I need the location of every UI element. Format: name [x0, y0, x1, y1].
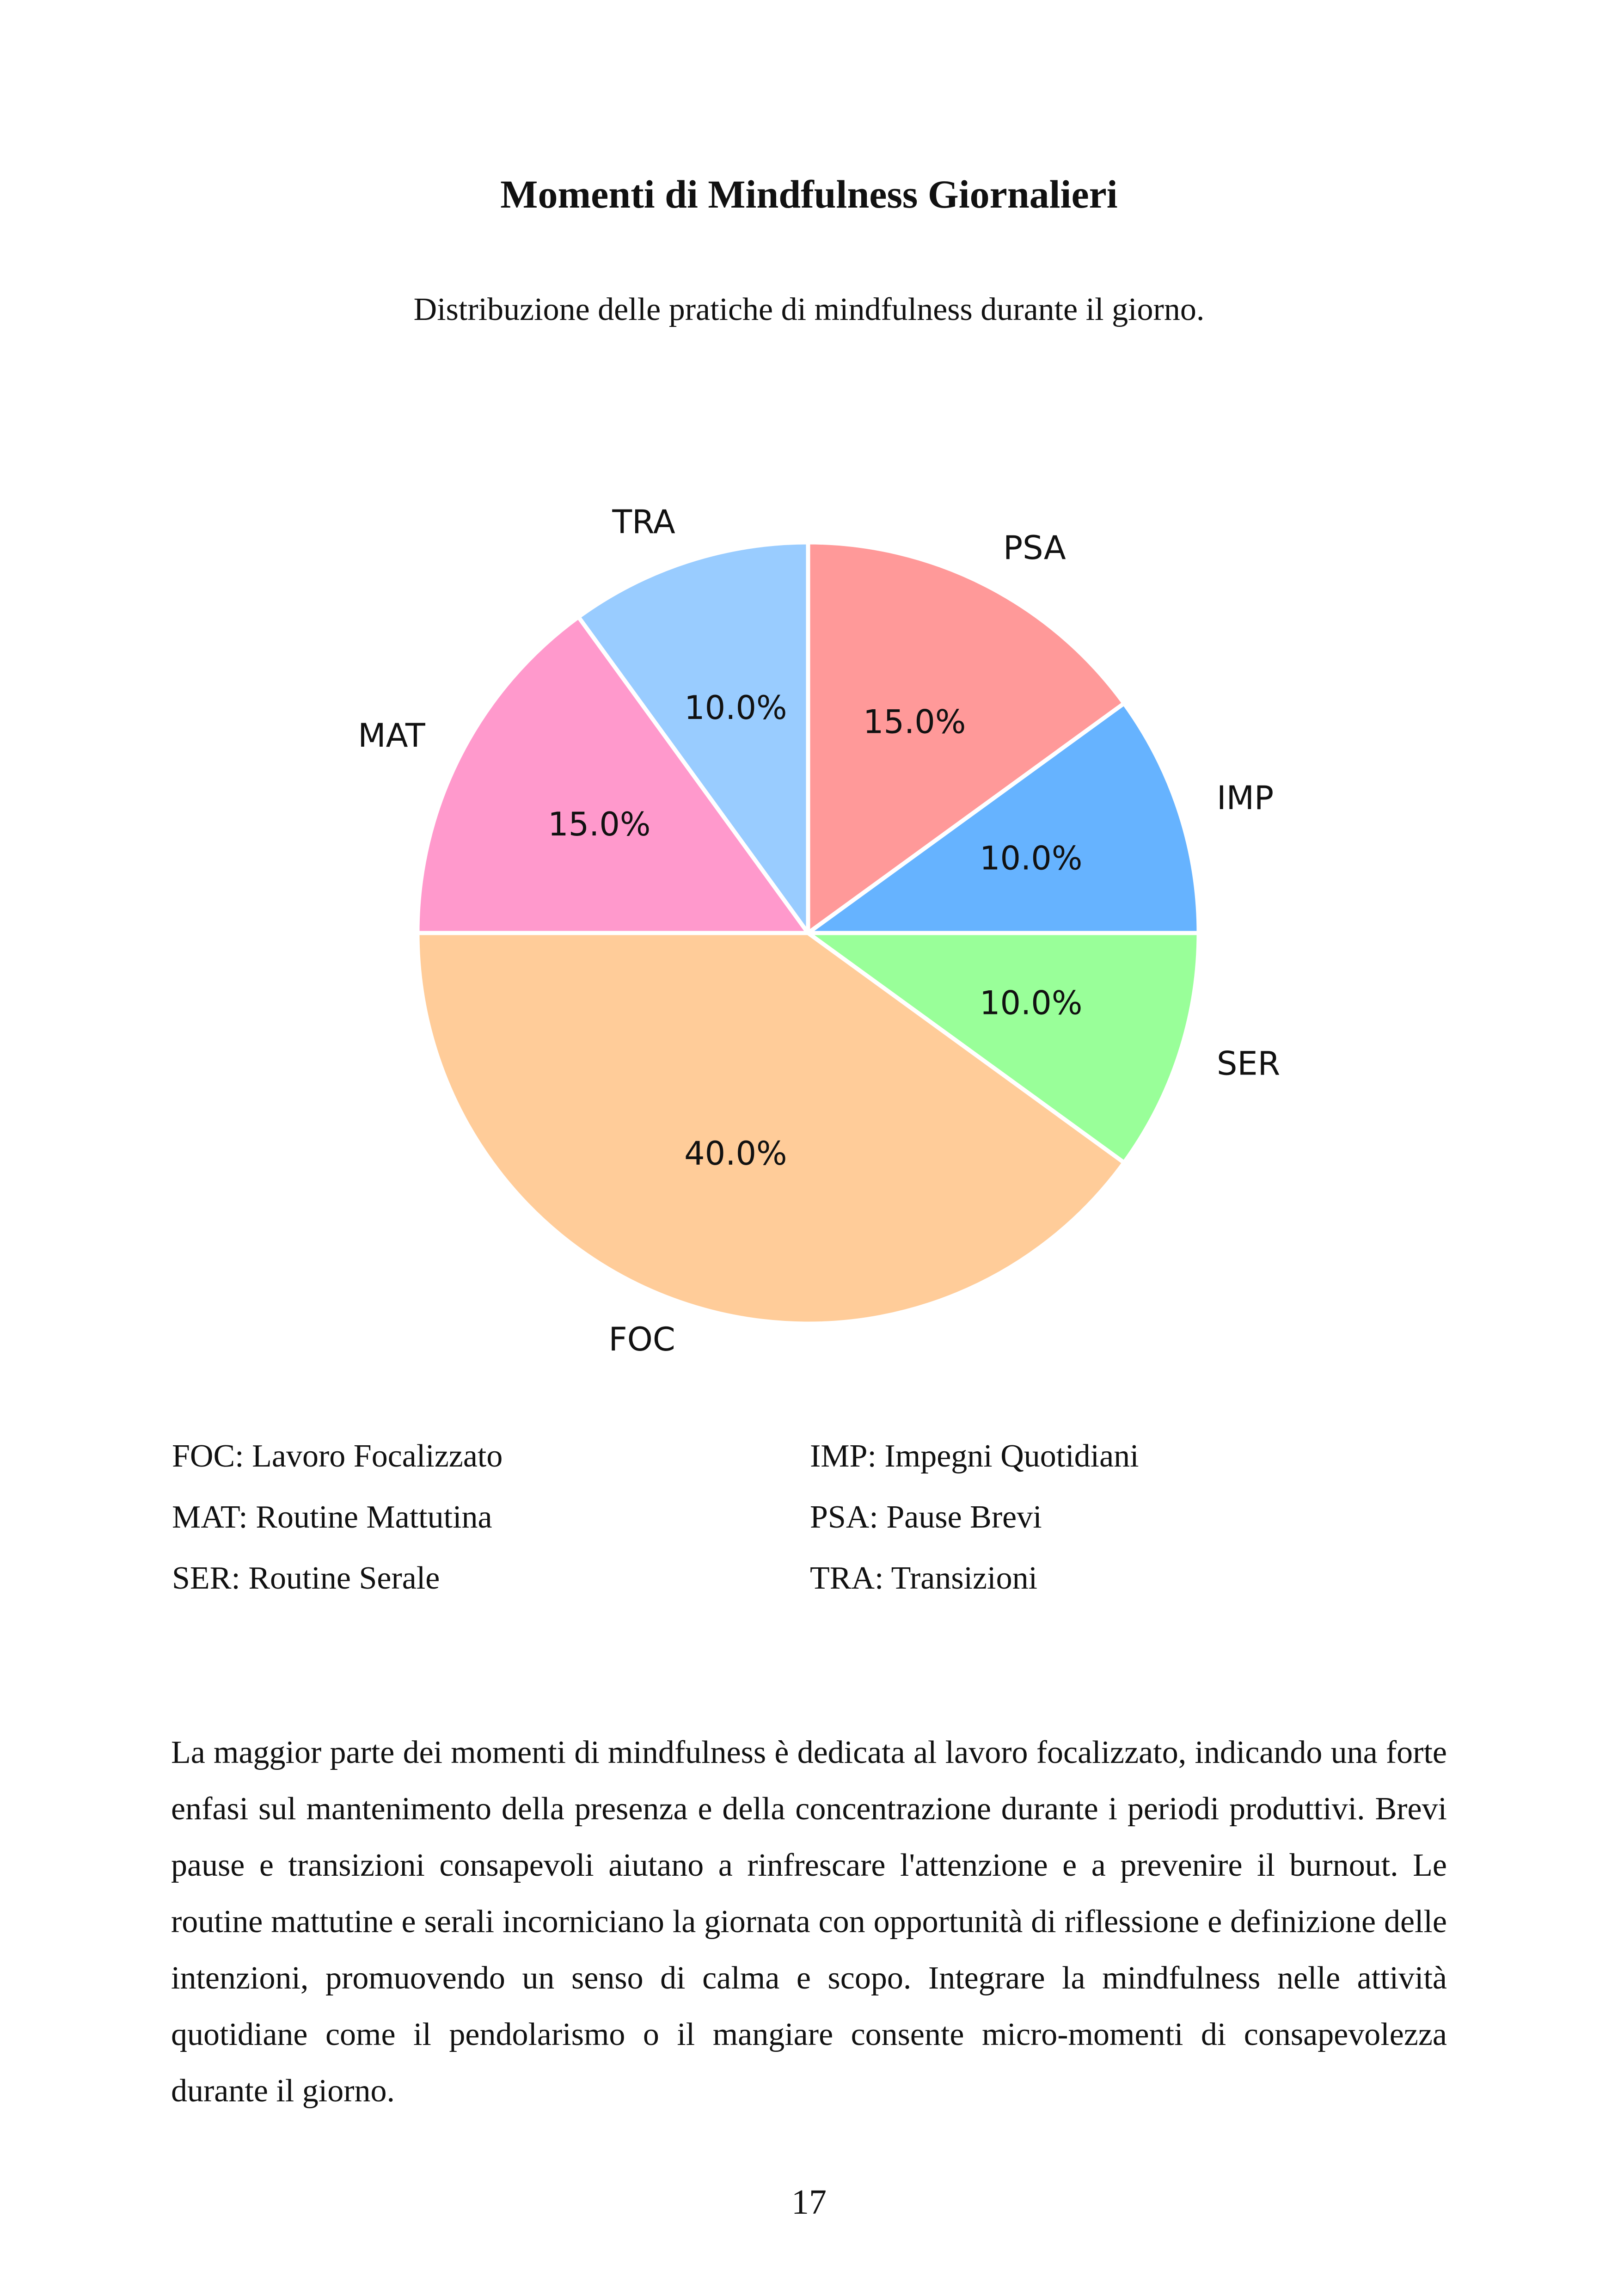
slice-label-foc: FOC [608, 1320, 675, 1359]
abbreviation-legend [172, 1433, 1466, 1602]
slice-label-tra: TRA [612, 503, 675, 541]
body-paragraph: La maggior parte dei momenti di mindfulness è dedicata al lavoro focalizzato, indicando una forte enfasi sul mantenimento della presenza e della concentrazione durante i periodi produttivi. Brevi pause e transizioni consapevoli aiutano a rinfrescare l'attenzione e a prevenire il burnout. Le routine mattutine e serali incorniciano la giornata con opportunità di riflessione e definizione delle intenzioni, promuovendo un senso di calma e scopo. Integrare la mindfulness nelle attività quotidiane come il pendolarismo o il mangiare consente micro-momenti di consapevolezza durante il giorno. [171, 1735, 1447, 2109]
chart-subtitle: Distribuzione delle pratiche di mindfulness durante il giorno. [413, 292, 1205, 327]
legend-item-foc: FOC: Lavoro Focalizzato [172, 1438, 503, 1474]
slice-percent-tra: 10.0% [684, 688, 787, 727]
slice-label-psa: PSA [1003, 528, 1066, 567]
slice-percent-foc: 40.0% [684, 1135, 787, 1173]
legend-item-ser: SER: Routine Serale [172, 1560, 440, 1596]
legend-item-psa: PSA: Pause Brevi [810, 1499, 1042, 1535]
slice-percent-mat: 15.0% [548, 805, 651, 843]
slice-label-mat: MAT [358, 717, 425, 755]
slice-label-ser: SER [1217, 1044, 1281, 1083]
legend-item-mat: MAT: Routine Mattutina [172, 1499, 492, 1535]
page-number: 17 [791, 2183, 827, 2222]
slice-label-imp: IMP [1217, 779, 1274, 817]
slice-percent-imp: 10.0% [979, 839, 1083, 878]
slice-percent-psa: 15.0% [863, 703, 966, 741]
legend-item-tra: TRA: Transizioni [810, 1560, 1038, 1596]
legend-item-imp: IMP: Impegni Quotidiani [810, 1438, 1139, 1474]
pie-chart [0, 462, 1618, 1387]
chart-title: Momenti di Mindfulness Giornalieri [500, 172, 1118, 216]
slice-percent-ser: 10.0% [979, 984, 1083, 1022]
